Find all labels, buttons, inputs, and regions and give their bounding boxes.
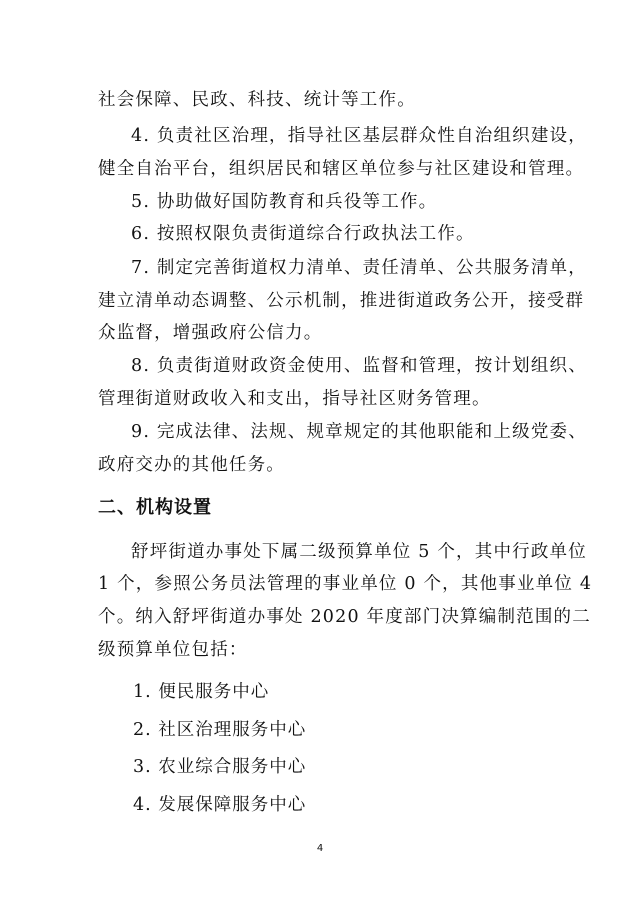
body-line: 4. 负责社区治理，指导社区基层群众性自治组织建设， xyxy=(131,126,587,146)
body-line: 7. 制定完善街道权力清单、责任清单、公共服务清单， xyxy=(131,258,587,278)
list-item: 4. 发展保障服务中心 xyxy=(133,795,307,815)
paragraph-line: 个。纳入舒坪街道办事处 2020 年度部门决算编制范围的二 xyxy=(98,607,591,627)
body-line: 建立清单动态调整、公示机制，推进街道政务公开，接受群 xyxy=(98,291,585,311)
list-item: 3. 农业综合服务中心 xyxy=(133,757,307,777)
body-line: 众监督，增强政府公信力。 xyxy=(98,323,323,343)
list-item: 1. 便民服务中心 xyxy=(133,682,270,702)
body-line: 8. 负责街道财政资金使用、监督和管理，按计划组织、 xyxy=(131,356,587,376)
body-line: 6. 按照权限负责街道综合行政执法工作。 xyxy=(131,224,475,244)
body-line: 5. 协助做好国防教育和兵役等工作。 xyxy=(131,192,438,212)
paragraph-line: 级预算单位包括： xyxy=(98,640,248,660)
body-line: 管理街道财政收入和支出，指导社区财务管理。 xyxy=(98,389,491,409)
body-line: 政府交办的其他任务。 xyxy=(98,455,285,475)
page-number: 4 xyxy=(316,843,324,854)
body-line: 社会保障、民政、科技、统计等工作。 xyxy=(98,90,416,110)
list-item: 2. 社区治理服务中心 xyxy=(133,720,307,740)
section-heading: 二、机构设置 xyxy=(98,497,212,518)
body-line: 健全自治平台，组织居民和辖区单位参与社区建设和管理。 xyxy=(98,159,585,179)
paragraph-line: 1 个，参照公务员法管理的事业单位 0 个，其他事业单位 4 xyxy=(98,574,593,594)
body-line: 9. 完成法律、法规、规章规定的其他职能和上级党委、 xyxy=(131,422,587,442)
paragraph-line: 舒坪街道办事处下属二级预算单位 5 个，其中行政单位 xyxy=(131,542,587,562)
